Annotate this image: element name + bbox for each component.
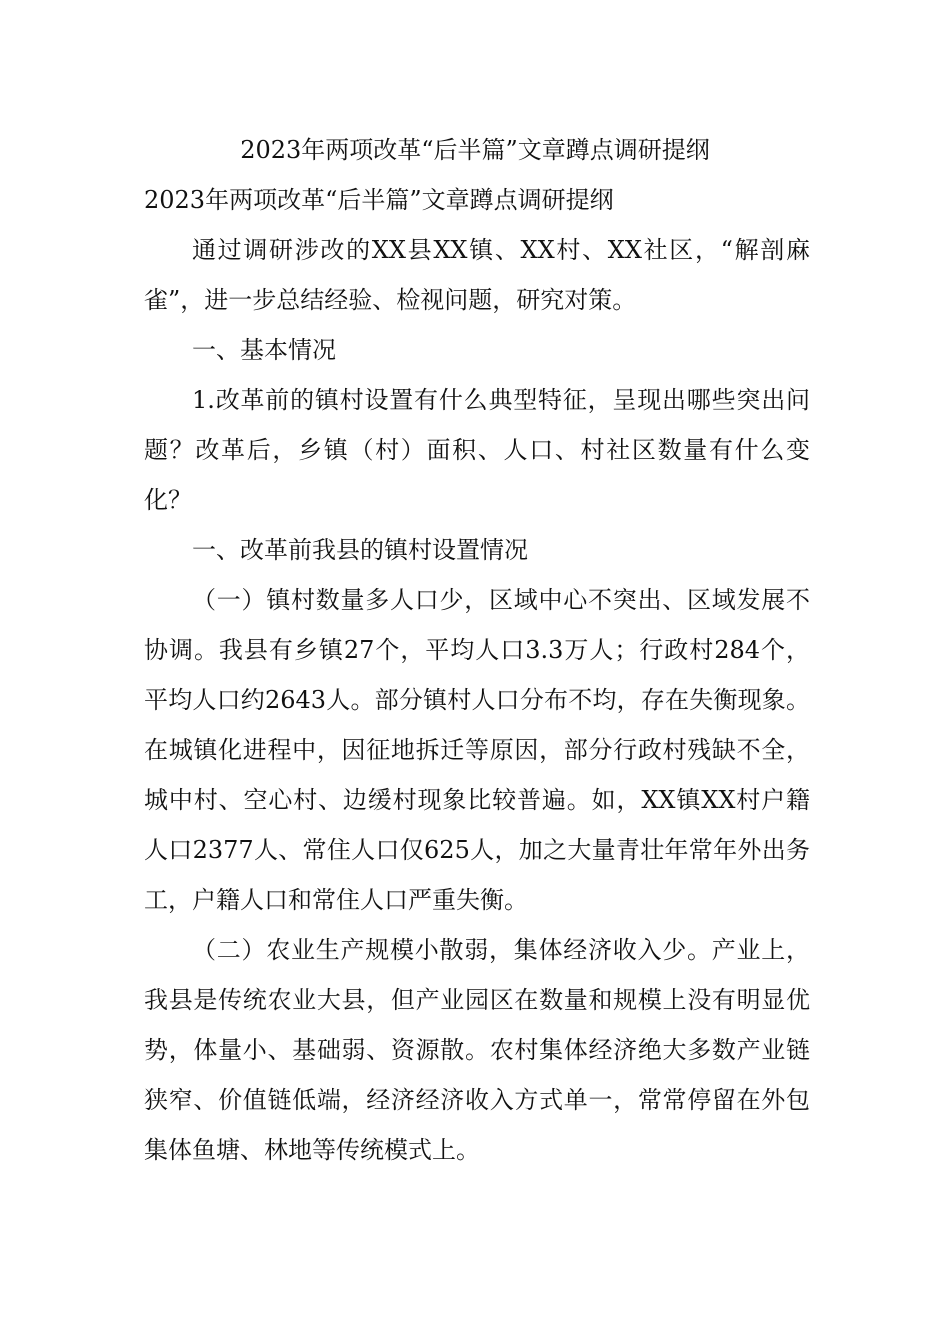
paragraph-point-one: （一）镇村数量多人口少，区域中心不突出、区域发展不协调。我县有乡镇27个，平均人口3.3万人；行政村284个，平均人口约2643人。部分镇村人口分布不均，存在失衡现象。在城镇化进程中，因征地拆迁等原因，部分行政村残缺不全，城中村、空心村、边缓村现象比较普遍。如，XX镇XX村户籍人口2377人、常住人口仅625人，加之大量青壮年常年外出务工，户籍人口和常住人口严重失衡。 <box>144 586 810 914</box>
paragraph-intro: 通过调研涉改的XX县XX镇、XX村、XX社区，“解剖麻雀”，进一步总结经验、检视问题，研究对策。 <box>144 236 810 314</box>
question-paragraph: 1.改革前的镇村设置有什么典型特征，呈现出哪些突出问题？改革后，乡镇（村）面积、人口、村社区数量有什么变化？ <box>144 386 810 514</box>
document-subtitle: 2023年两项改革“后半篇”文章蹲点调研提纲 <box>144 186 614 214</box>
document-title: 2023年两项改革“后半篇”文章蹲点调研提纲 <box>240 136 710 164</box>
paragraph-point-two: （二）农业生产规模小散弱，集体经济收入少。产业上，我县是传统农业大县，但产业园区在数量和规模上没有明显优势，体量小、基础弱、资源散。农村集体经济绝大多数产业链狭窄、价值链低端，经济经济收入方式单一，常常停留在外包集体鱼塘、林地等传统模式上。 <box>144 936 810 1164</box>
section-heading-pre-reform: 一、改革前我县的镇村设置情况 <box>192 536 528 564</box>
document-body <box>144 175 810 1175</box>
section-heading-basic-situation: 一、基本情况 <box>192 336 336 364</box>
